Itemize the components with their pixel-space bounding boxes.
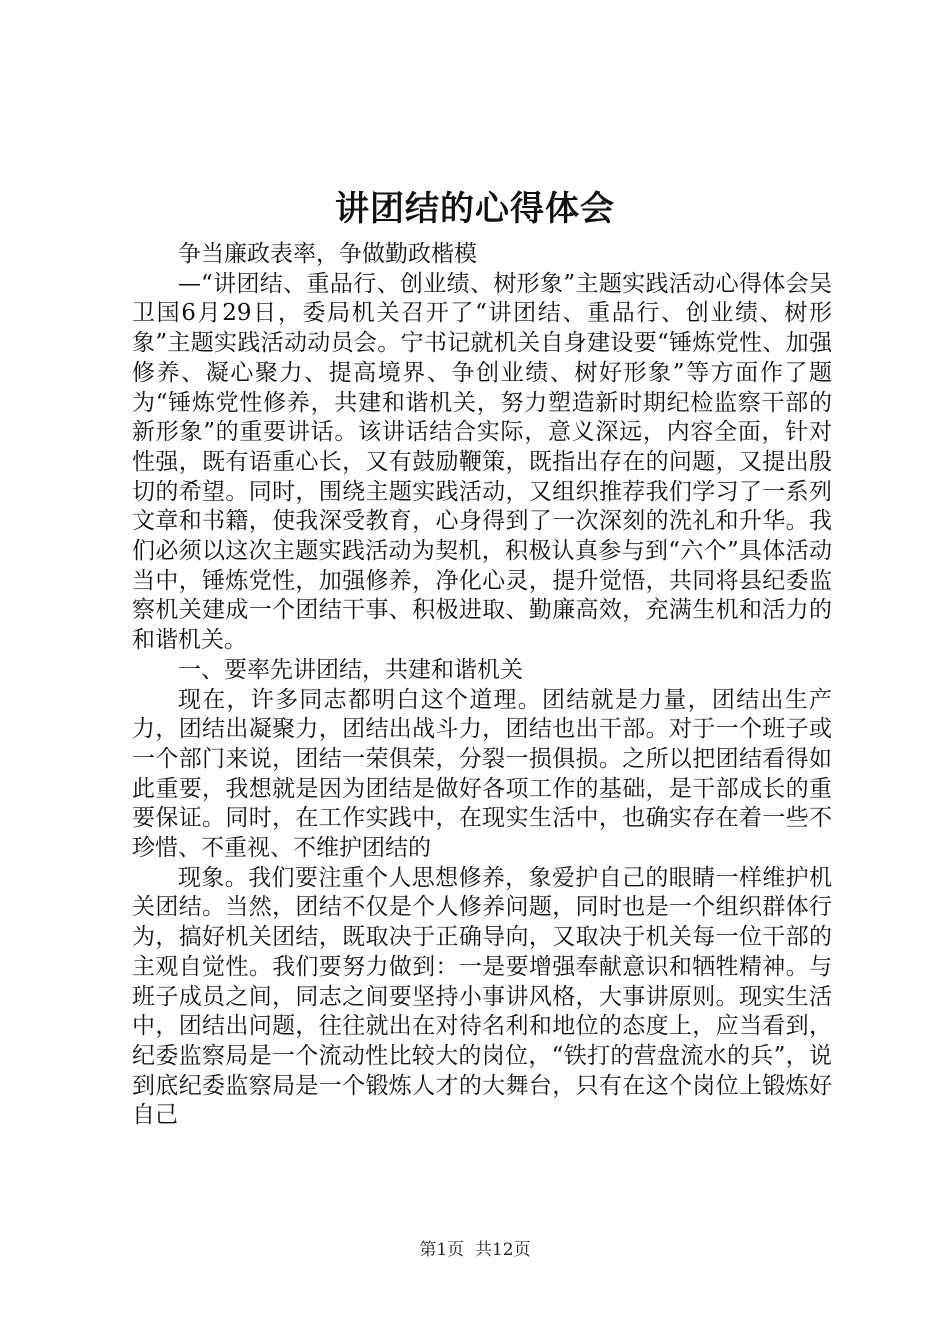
paragraph-body: 现在，许多同志都明白这个道理。团结就是力量，团结出生产力，团结出凝聚力，团结出战斗力，团结也出干部。对于一个班子或一个部门来说，团结一荣俱荣，分裂一损俱损。之所以把团结看得如此重要，我想就是因为团结是做好各项工作的基础，是干部成长的重要保证。同时，在工作实践中，在现实生活中，也确实存在着一些不珍惜、不重视、不维护团结的 bbox=[132, 686, 832, 862]
section-heading: 一、要率先讲团结，共建和谐机关 bbox=[178, 656, 523, 683]
paragraph-subtitle: 争当廉政表率，争做勤政楷模 bbox=[178, 241, 477, 267]
paragraph-body: 现象。我们要注重个人思想修养，象爱护自己的眼睛一样维护机关团结。当然，团结不仅是个人修养问题，同时也是一个组织群体行为，搞好机关团结，既取决于正确导向，又取决于机关每一位干部的主观自觉性。我们要努力做到：一是要增强奉献意识和牺牲精神。与班子成员之间，同志之间要坚持小事讲风格，大事讲原则。现实生活中，团结出问题，往往就出在对待名利和地位的态度上，应当看到，纪委监察局是一个流动性比较大的岗位，“铁打的营盘流水的兵”，说到底纪委监察局是一个锻炼人才的大舞台，只有在这个岗位上锻炼好自己 bbox=[132, 864, 832, 1129]
paragraph-intro: —“讲团结、重品行、创业绩、树形象”主题实践活动心得体会吴卫国6月29日，委局机关召开了“讲团结、重品行、创业绩、树形象”主题实践活动动员会。宁书记就机关自身建设要“锤炼党性、加强修养、凝心聚力、提高境界、争创业绩、树好形象”等方面作了题为“锤炼党性修养，共建和谐机关，努力塑造新时期纪检监察干部的新形象”的重要讲话。该讲话结合实际，意义深远，内容全面，针对性强，既有语重心长，又有鼓励鞭策，既指出存在的问题，又提出殷切的希望。同时，围绕主题实践活动，又组织推荐我们学习了一系列文章和书籍，使我深受教育，心身得到了一次深刻的洗礼和升华。我们必须以这次主题实践活动为契机，积极认真参与到“六个”具体活动当中，锤炼党性，加强修养，净化心灵，提升觉悟，共同将县纪委监察机关建成一个团结干事、积极进取、勤廉高效，充满生机和活力的和谐机关。 bbox=[132, 270, 832, 654]
page-footer bbox=[0, 1238, 950, 1262]
page-number-label: 第1页 共12页 bbox=[419, 1240, 531, 1260]
document-body bbox=[132, 240, 832, 1131]
document-title: 讲团结的心得体会 bbox=[335, 189, 615, 229]
